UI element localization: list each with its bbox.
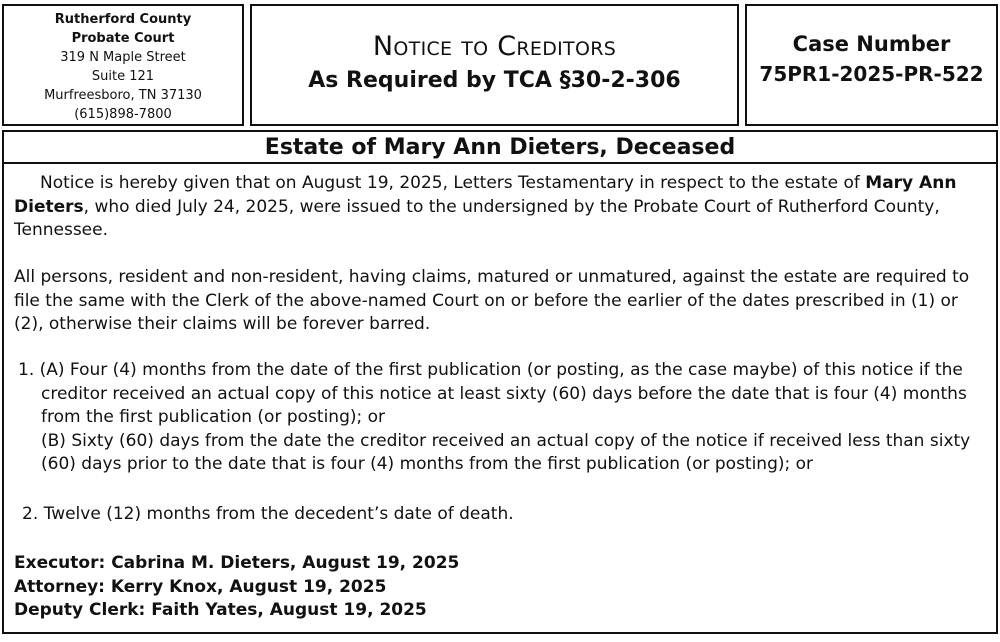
notice-title-box — [250, 4, 739, 126]
court-address-line2: Suite 121 — [91, 69, 155, 84]
deputy-clerk-line: Deputy Clerk: Faith Yates, August 19, 2025 — [14, 600, 427, 620]
case-number-box — [745, 4, 998, 126]
executor-line: Executor: Cabrina M. Dieters, August 19, 2025 — [14, 553, 460, 573]
notice-body — [2, 130, 998, 634]
court-info-box — [2, 4, 244, 126]
notice-title: Notice to Creditors — [372, 31, 617, 62]
item1-a-first-line: 1. (A) Four (4) months from the date of the first publication (or posting, as the case maybe) of this notice if the — [18, 360, 963, 380]
notice-paragraph-letters — [14, 172, 986, 243]
case-number-label: Case Number — [792, 32, 951, 56]
court-name-line2: Probate Court — [71, 31, 175, 46]
court-city-state-zip: Murfreesboro, TN 37130 — [44, 88, 202, 103]
court-address-line1: 319 N Maple Street — [60, 50, 186, 65]
estate-heading: Estate of Mary Ann Dieters, Deceased — [264, 135, 736, 160]
notice-subtitle: As Required by TCA §30-2-306 — [308, 68, 681, 93]
case-number-value: 75PR1-2025-PR-522 — [759, 62, 984, 86]
court-name-line1: Rutherford County — [54, 12, 192, 27]
attorney-line: Attorney: Kerry Knox, August 19, 2025 — [14, 576, 387, 597]
decedent-name: Mary Ann Dieters — [14, 173, 957, 217]
item1-b: (B) Sixty (60) days from the date the creditor received an actual copy of the notice if received less than sixty (60) days prior to the date that is four (4) months from the first publication (or posting); or — [41, 430, 971, 474]
item1-a-rest: creditor received an actual copy of this notice at least sixty (60) days before the date that is four (4) months from the first publication (or posting); or — [41, 383, 967, 427]
list-item-2: 2. Twelve (12) months from the decedent’s date of death. — [22, 504, 514, 524]
court-phone: (615)898-7800 — [74, 107, 172, 122]
list-item-1 — [18, 359, 986, 477]
signature-block — [14, 552, 459, 623]
para1-text-after: , who died July 24, 2025, were issued to the undersigned by the Probate Court of Rutherford County, Tennessee. — [14, 196, 940, 240]
heading-divider — [4, 162, 996, 164]
para1-text-before: Notice is hereby given that on August 19, 2025, Letters Testamentary in respect to the estate of — [40, 173, 866, 193]
notice-paragraph-claims: All persons, resident and non-resident, having claims, matured or unmatured, against the estate are required to file the same with the Clerk of the above-named Court on or before the earlier of the dates prescribed in (1) or (2), otherwise their claims will be forever barred. — [14, 267, 970, 334]
